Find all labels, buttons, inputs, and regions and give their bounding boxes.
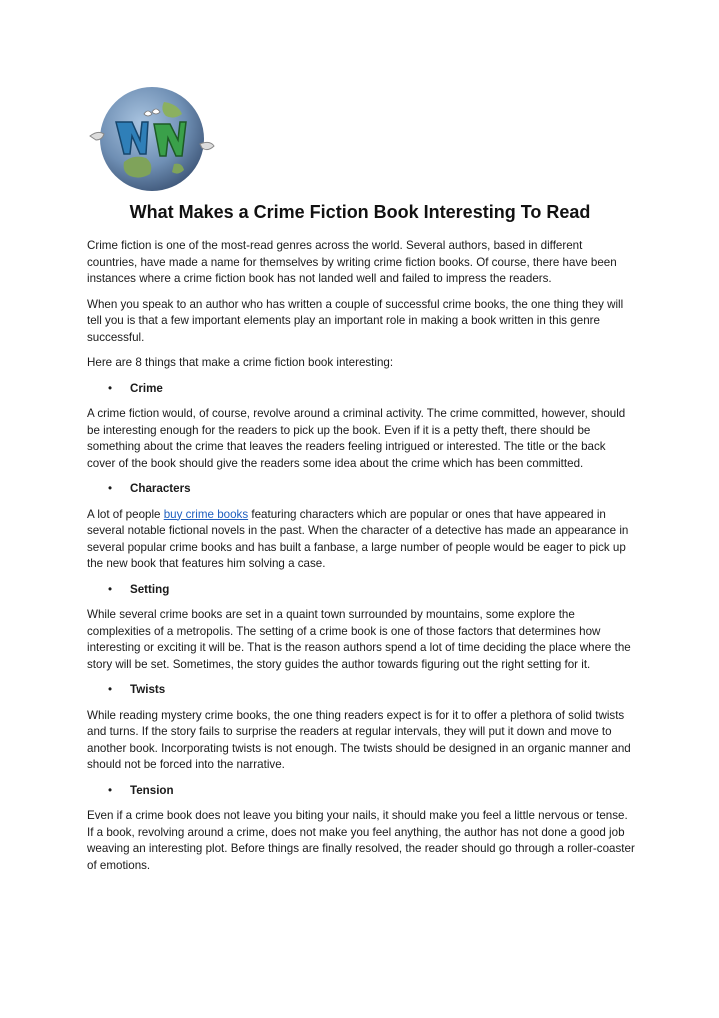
section-paragraph bbox=[87, 507, 635, 573]
intro-paragraph: When you speak to an author who has written a couple of successful crime books, the one thing they will tell you is that a few important elements play an important role in making a book written in this genre successful. bbox=[87, 297, 624, 344]
section-heading-label: Characters bbox=[130, 482, 191, 495]
section-paragraph: A crime fiction would, of course, revolve around a criminal activity. The crime committed, however, should be interesting enough for the readers to pick up the book. Even if it is a petty theft, there should be something about the crime that leaves the readers feeling intrigued or interested. The title or the back cover of the book should give the readers some idea about the crime which has been committed. bbox=[87, 407, 626, 470]
section-paragraph: While several crime books are set in a quaint town surrounded by mountains, some explore the complexities of a metropolis. The setting of a crime book is one of those factors that determines how interesting or exciting it will be. That is the reason authors spend a lot of time deciding the place where the story will be set. Sometimes, the story guides the author towards figuring out the right setting for it. bbox=[87, 608, 631, 671]
globe-logo-icon bbox=[86, 84, 218, 194]
buy-crime-books-link[interactable]: buy crime books bbox=[163, 507, 249, 521]
article-body bbox=[87, 238, 635, 883]
section-paragraph: While reading mystery crime books, the one thing readers expect is for it to offer a plethora of solid twists and turns. If the story fails to surprise the readers at regular intervals, they will put it down and move to another book. Incorporating twists is not enough. The twists should be designed in an organic manner and should not be forced into the narrative. bbox=[87, 708, 631, 771]
intro-paragraph: Crime fiction is one of the most-read genres across the world. Several authors, based in different countries, have made a name for themselves by writing crime fiction books. Of course, there have been instances where a crime fiction book has not landed well and failed to impress the readers. bbox=[87, 239, 617, 285]
section-heading-crime bbox=[87, 381, 635, 398]
bullet-icon: • bbox=[108, 582, 113, 596]
section-heading-label: Setting bbox=[130, 582, 170, 596]
section-heading-twists bbox=[87, 682, 635, 699]
section-heading-characters bbox=[87, 481, 635, 498]
section-heading-tension bbox=[87, 783, 635, 800]
paragraph-text: featuring characters which are popular or ones that have appeared in several notable fictional novels in the past. When the character of a detective has made an appearance in several popular crime books and has built a fanbase, a large number of people would be eager to pick up the new book that features him solving a case. bbox=[87, 507, 629, 570]
section-paragraph: Even if a crime book does not leave you biting your nails, it should make you feel a little nervous or tense. If a book, revolving around a crime, does not make you feel anything, the author has not done a good job weaving an interesting plot. Before things are finally resolved, the reader should go through a roller-coaster of emotions. bbox=[87, 809, 635, 872]
bullet-icon: • bbox=[108, 482, 113, 495]
section-heading-label: Twists bbox=[130, 683, 166, 696]
bullet-icon: • bbox=[108, 683, 113, 696]
section-heading-label: Crime bbox=[130, 381, 163, 395]
paragraph-text: A lot of people bbox=[87, 507, 164, 521]
bullet-icon: • bbox=[108, 783, 113, 797]
bullet-icon: • bbox=[108, 381, 113, 395]
section-heading-setting bbox=[87, 582, 635, 599]
intro-paragraph: Here are 8 things that make a crime fiction book interesting: bbox=[87, 356, 394, 369]
section-heading-label: Tension bbox=[130, 783, 174, 797]
page-title: What Makes a Crime Fiction Book Interesting To Read bbox=[129, 202, 591, 222]
